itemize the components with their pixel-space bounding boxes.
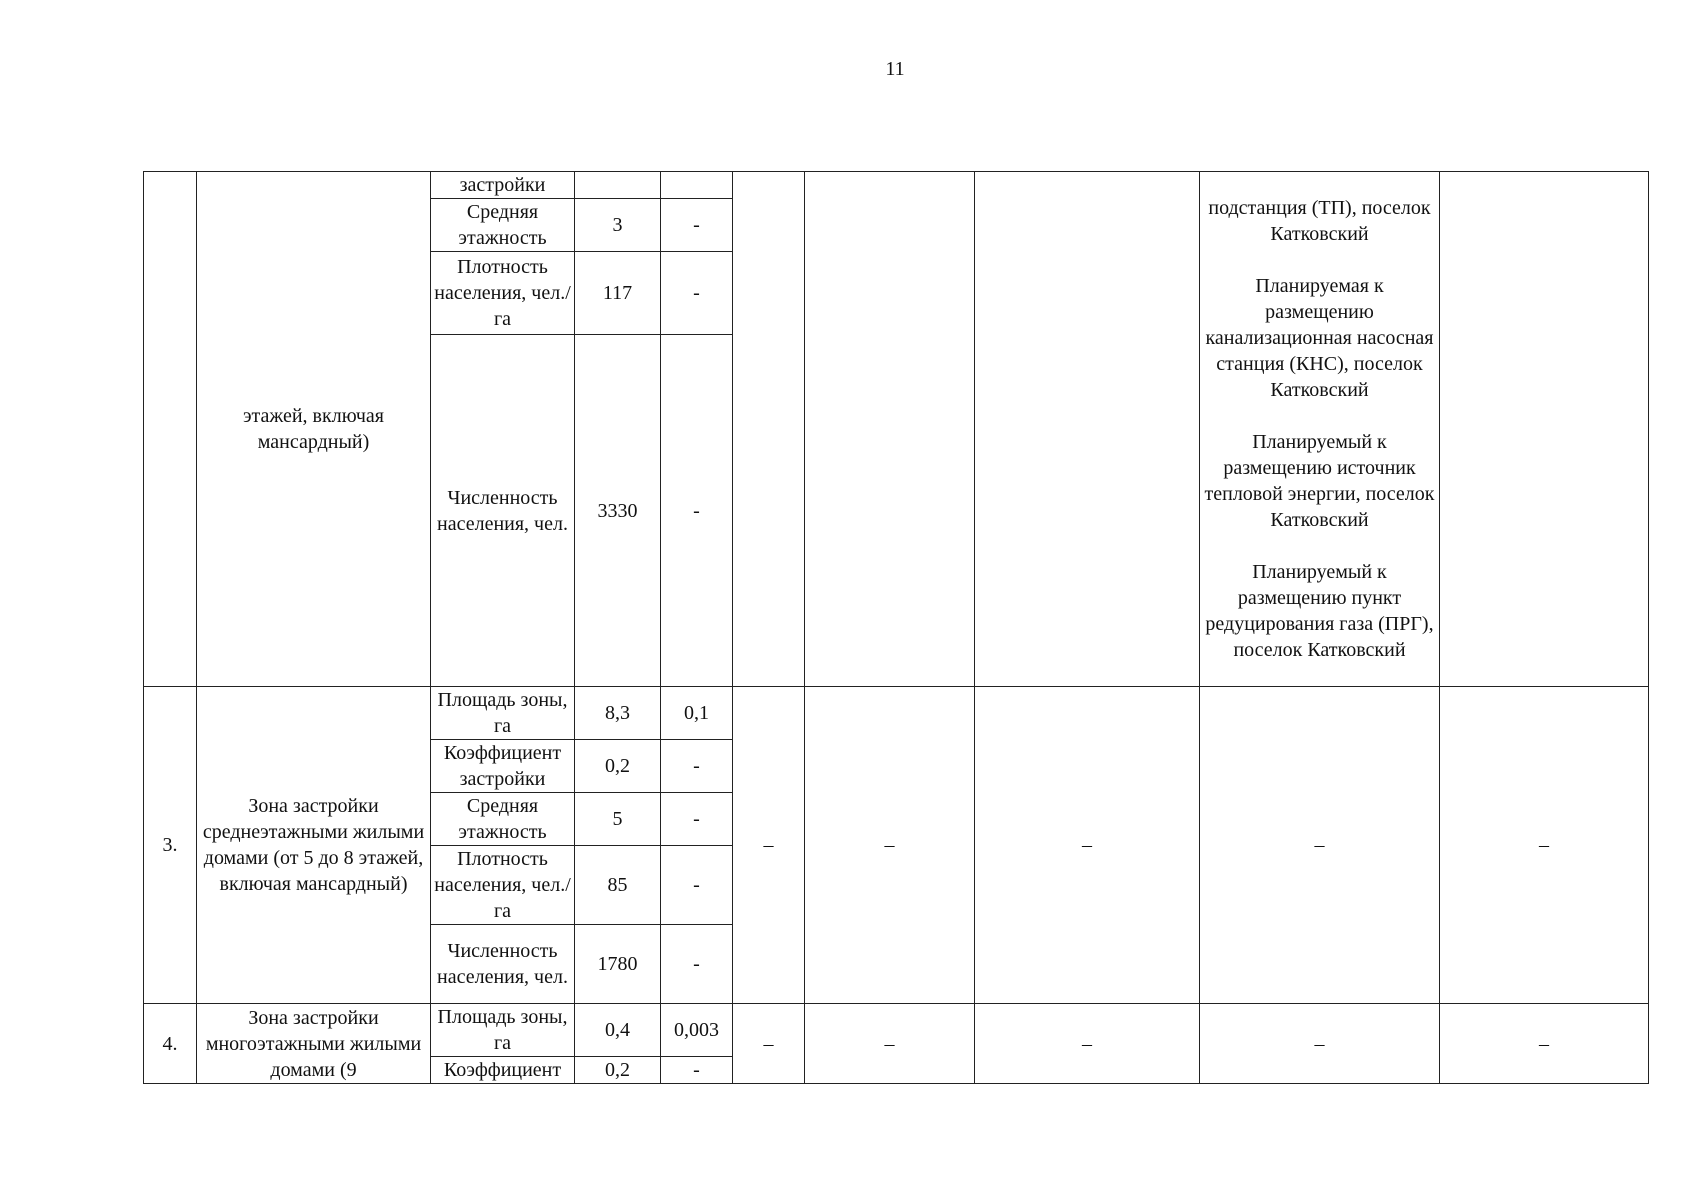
param-name-cell: Коэффициент: [431, 1057, 575, 1084]
dash-cell: –: [805, 687, 975, 1004]
object-item: Планируемый к размещению источник тепловой энергии, поселок Катковский: [1204, 431, 1435, 531]
param-value-cell: 85: [575, 846, 661, 925]
param-value2-cell: -: [661, 793, 733, 846]
param-value2-cell: -: [661, 740, 733, 793]
dash-cell: –: [1200, 687, 1440, 1004]
object-item: Планируемый к размещению пункт редуцирования газа (ПРГ), поселок Катковский: [1205, 561, 1434, 661]
param-value-cell: 0,2: [575, 740, 661, 793]
object-item: Планируемая к размещению канализационная насосная станция (КНС), поселок Катковский: [1205, 275, 1434, 401]
row-number-cell: [144, 172, 197, 687]
param-name-cell: Площадь зоны, га: [431, 1004, 575, 1057]
dash-cell: –: [1440, 687, 1649, 1004]
dash-cell: –: [1200, 1004, 1440, 1084]
object-item: подстанция (ТП), поселок Катковский: [1208, 197, 1431, 245]
param-value-cell: 0,2: [575, 1057, 661, 1084]
page-number: 11: [885, 58, 905, 80]
table-row: [144, 1004, 1649, 1057]
param-value-cell: 3330: [575, 335, 661, 687]
dash-cell: –: [975, 687, 1200, 1004]
param-value-cell: 117: [575, 252, 661, 335]
zones-table: [143, 171, 1649, 1084]
zone-name-cell: Зона застройки многоэтажными жилыми домами (9: [197, 1004, 431, 1084]
param-value2-cell: 0,1: [661, 687, 733, 740]
dash-cell: –: [975, 1004, 1200, 1084]
dash-cell: –: [805, 1004, 975, 1084]
param-name-cell: Плотность населения, чел./га: [431, 252, 575, 335]
param-value-cell: 8,3: [575, 687, 661, 740]
row-number-cell: 4.: [144, 1004, 197, 1084]
param-value2-cell: -: [661, 199, 733, 252]
param-name-cell: Средняя этажность: [431, 199, 575, 252]
param-name-cell: Коэффициент застройки: [431, 740, 575, 793]
param-value2-cell: -: [661, 252, 733, 335]
table-row: [144, 172, 1649, 199]
param-value-cell: [575, 172, 661, 199]
param-name-cell: Средняя этажность: [431, 793, 575, 846]
param-name-cell: Численность населения, чел.: [431, 335, 575, 687]
param-value2-cell: -: [661, 925, 733, 1004]
empty-cell: [975, 172, 1200, 687]
param-name-cell: Плотность населения, чел./га: [431, 846, 575, 925]
param-value-cell: 3: [575, 199, 661, 252]
empty-cell: [1440, 172, 1649, 687]
row-number-cell: 3.: [144, 687, 197, 1004]
param-name-cell: застройки: [431, 172, 575, 199]
dash-cell: –: [1440, 1004, 1649, 1084]
param-value2-cell: -: [661, 1057, 733, 1084]
param-name-cell: Площадь зоны, га: [431, 687, 575, 740]
zone-name-cell: Зона застройки среднеэтажными жилыми домами (от 5 до 8 этажей, включая мансардный): [197, 687, 431, 1004]
param-value2-cell: 0,003: [661, 1004, 733, 1057]
objects-cell: [1200, 172, 1440, 687]
empty-cell: [733, 172, 805, 687]
dash-cell: –: [733, 1004, 805, 1084]
empty-cell: [805, 172, 975, 687]
param-value2-cell: -: [661, 335, 733, 687]
table-row: [144, 687, 1649, 740]
param-value-cell: 5: [575, 793, 661, 846]
param-value-cell: 0,4: [575, 1004, 661, 1057]
dash-cell: –: [733, 687, 805, 1004]
param-value-cell: 1780: [575, 925, 661, 1004]
zone-name-cell: этажей, включая мансардный): [197, 172, 431, 687]
param-value2-cell: -: [661, 846, 733, 925]
param-name-cell: Численность населения, чел.: [431, 925, 575, 1004]
param-value2-cell: [661, 172, 733, 199]
